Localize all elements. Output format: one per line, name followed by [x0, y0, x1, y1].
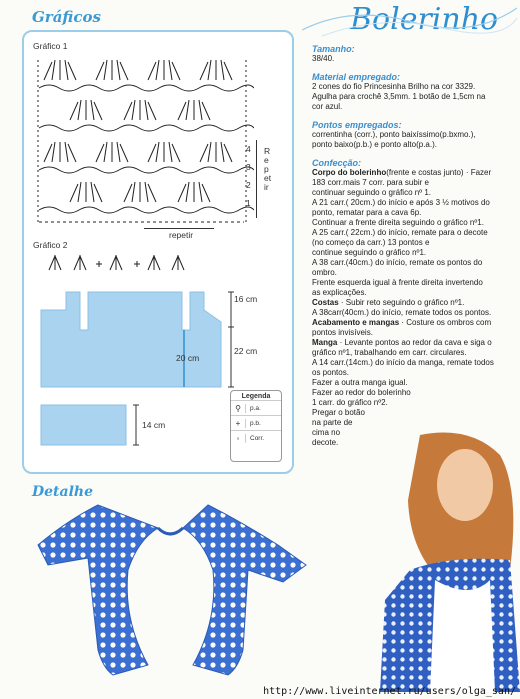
row-numbers [246, 140, 251, 212]
source-url: http://www.liveinternet.ru/users/olga_san/ [263, 686, 516, 697]
back-intro-text: · Subir reto seguindo o gráfico nº1. [338, 298, 465, 307]
body-line: as explicações. [312, 288, 367, 297]
dimension-sleeve: 14 cm [142, 420, 166, 430]
making-heading: Confecção: [312, 158, 362, 168]
graphic1-label: Gráfico 1 [33, 41, 68, 51]
instructions-column [312, 44, 512, 448]
repeat-bottom-bracket [144, 228, 214, 229]
body-line: A 38 carr.(40cm.) do início, remate os pontos do [312, 258, 483, 267]
material-heading: Material empregado: [312, 72, 401, 82]
legend-text: p.a. [250, 404, 261, 412]
finish-subheading: Acabamento e mangas [312, 318, 400, 327]
finish-intro-text: · Costure os ombros com [399, 318, 492, 327]
sleeve-line: A 14 carr.(14cm.) do início da manga, remate todos [312, 358, 494, 367]
sleeve-line: Fazer a outra manga igual. [312, 378, 408, 387]
legend-text: Corr. [250, 434, 265, 442]
chain-symbol-icon: ◦ [231, 434, 246, 443]
body-line: (no começo da carr.) 13 pontos e [312, 238, 430, 247]
graphics-section-title: Gráficos [32, 8, 101, 26]
crochet-chart-graphic1 [34, 50, 254, 230]
sleeve-intro [312, 338, 512, 348]
body-line: continuar seguindo o gráfico nº 1. [312, 188, 431, 197]
body-line: ponto, rematar para a cava 6p. [312, 208, 422, 217]
stitches-line: ponto baixo(p.b.) e ponto alto(p.a.). [312, 140, 437, 149]
stitches-heading: Pontos empregados: [312, 120, 402, 130]
size-heading: Tamanho: [312, 44, 355, 54]
row-number: 4 [246, 144, 251, 154]
row-number: 3 [246, 162, 251, 172]
sleeve-line: Fazer ao redor do bolerinho [312, 388, 411, 397]
bolero-detail-photo [28, 500, 313, 685]
pattern-title: Bolerinho [350, 2, 499, 37]
stitches-line: correntinha (corr.), ponto baixíssimo(p.bxmo.), [312, 130, 476, 139]
sleeve-line: os pontos. [312, 368, 349, 377]
finish-intro [312, 318, 512, 328]
body-line: A 21 carr.( 20cm.) do início e após 3 ½ motivos do [312, 198, 490, 207]
repeat-bottom-label: repetir [169, 230, 194, 240]
back-intro [312, 298, 512, 308]
sleeve-subheading: Manga [312, 338, 338, 347]
row-number: 2 [246, 180, 251, 190]
material-line: 2 cones do fio Princesinha Brilho na cor 3329. [312, 82, 476, 91]
crochet-chart-graphic2 [44, 250, 194, 274]
sleeve-line: decote. [312, 438, 339, 447]
body-line: Continuar a frente direita seguindo o gráfico nº1. [312, 218, 484, 227]
legend-text: p.b. [250, 419, 261, 427]
model-photo [380, 430, 520, 692]
material-line: cor azul. [312, 102, 343, 111]
body-line: Frente esquerda igual à frente direita invertendo [312, 278, 483, 287]
finish-line: pontos invisíveis. [312, 328, 373, 337]
single-crochet-symbol-icon: + [231, 419, 246, 428]
body-line: A 25 carr.( 22cm.) do início, remate para o decote [312, 228, 488, 237]
title-swirl-decoration [292, 0, 520, 40]
sleeve-line: cima no [312, 428, 341, 437]
back-subheading: Costas [312, 298, 339, 307]
repeat-side-label: Repetir [264, 146, 272, 192]
legend-title: Legenda [241, 393, 271, 400]
dimension-side: 22 cm [234, 346, 258, 356]
legend-row [231, 400, 281, 415]
graphic2-label: Gráfico 2 [33, 240, 68, 250]
body-subheading: Corpo do bolerinho [312, 168, 387, 177]
sleeve-line: gráfico nº1, trabalhando em carr. circulares. [312, 348, 467, 357]
dimension-top: 16 cm [234, 294, 258, 304]
detail-section-title: Detalhe [32, 484, 93, 500]
sleeve-intro-text: · Levante pontos ao redor da cava e siga o [337, 338, 492, 347]
legend-row [231, 430, 281, 445]
legend-row [231, 415, 281, 430]
row-number: 1 [246, 198, 251, 208]
body-line: ombro. [312, 268, 337, 277]
dimension-middle: 20 cm [176, 353, 200, 363]
body-intro-text: (frente e costas junto) · Fazer [386, 168, 492, 177]
sleeve-line: 1 carr. do gráfico nº2. [312, 398, 388, 407]
sleeve-line: na parte de [312, 418, 353, 427]
size-value: 38/40. [312, 54, 335, 63]
body-intro [312, 168, 512, 178]
repeat-bracket [256, 140, 258, 218]
body-line: 183 corr.mais 7 corr. para subir e [312, 178, 429, 187]
material-line: Agulha para crochê 3,5mm. 1 botão de 1,5cm na [312, 92, 486, 101]
body-line: continue seguindo o gráfico nº1. [312, 248, 427, 257]
back-line: A 38carr(40cm.) do início, remate todos os pontos. [312, 308, 492, 317]
legend-box [230, 390, 282, 462]
double-crochet-symbol-icon: ⚲ [231, 404, 246, 413]
sleeve-line: Pregar o botão [312, 408, 365, 417]
